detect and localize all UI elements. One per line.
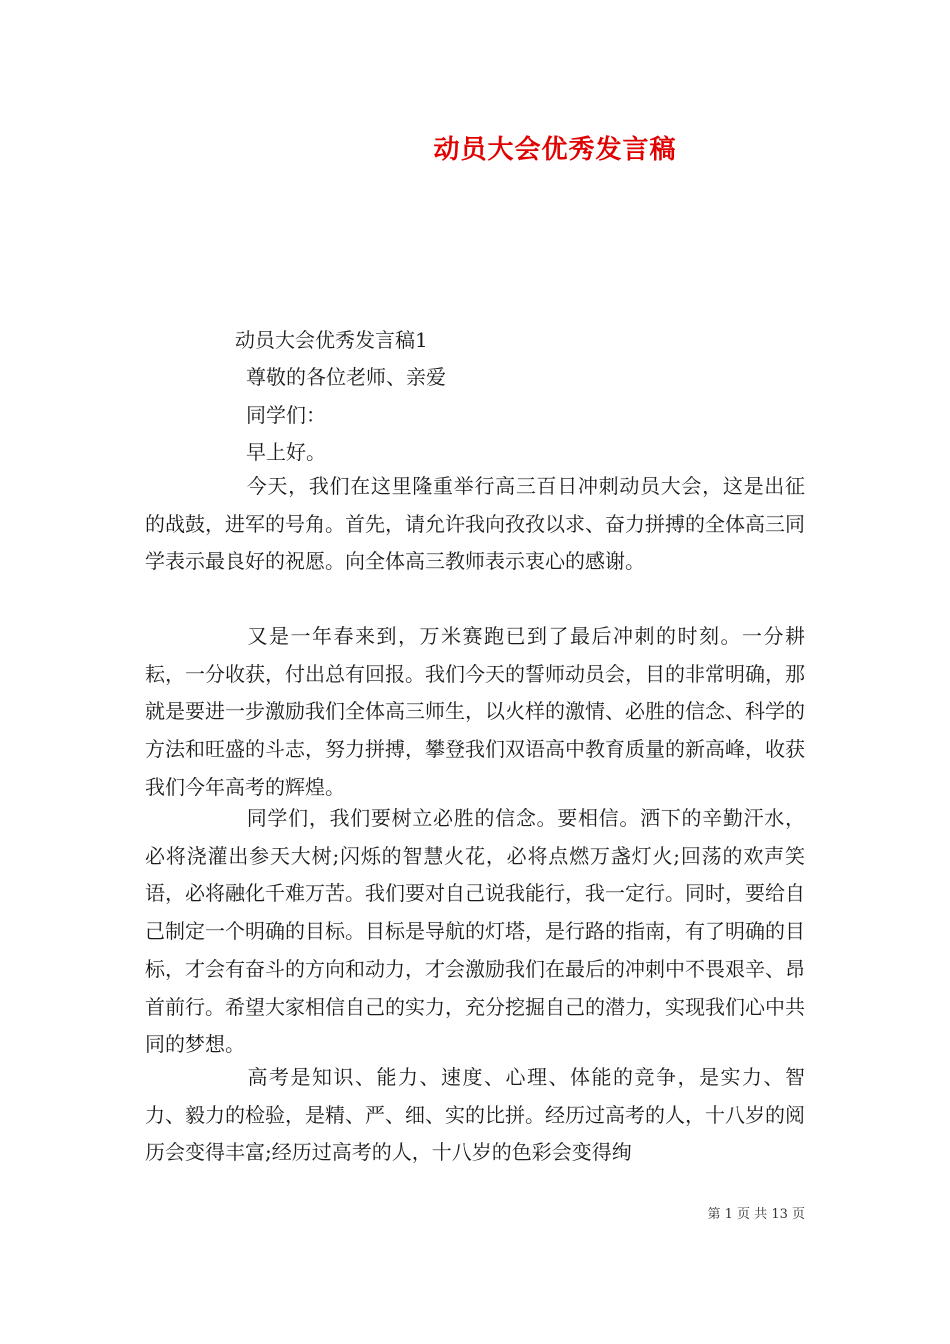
document-title: 动员大会优秀发言稿 bbox=[433, 135, 677, 165]
paragraph-text: 高考是知识、能力、速度、心理、体能的竞争，是实力、智力、毅力的检验，是精、严、细、实的比拼。经历过高考的人，十八岁的阅历会变得丰富;经历过高考的人，十八岁的色彩会变得绚 bbox=[145, 1065, 805, 1165]
salutation-line: 尊敬的各位老师、亲爱 bbox=[246, 365, 446, 389]
body-paragraph bbox=[145, 1059, 805, 1172]
section-subheading: 动员大会优秀发言稿1 bbox=[235, 328, 428, 352]
body-paragraph bbox=[145, 800, 805, 1064]
paragraph-text: 今天，我们在这里隆重举行高三百日冲刺动员大会，这是出征的战鼓，进军的号角。首先，请允许我向孜孜以求、奋力拼搏的全体高三同学表示最良好的祝愿。向全体高三教师表示衷心的感谢。 bbox=[145, 474, 805, 574]
salutation-line: 同学们： bbox=[246, 403, 326, 427]
body-paragraph bbox=[145, 618, 805, 807]
paragraph-text: 又是一年春来到，万米赛跑已到了最后冲刺的时刻。一分耕耘，一分收获，付出总有回报。我们今天的誓师动员会，目的非常明确，那就是要进一步激励我们全体高三师生，以火样的激情、必胜的信念、科学的方法和旺盛的斗志，努力拼搏，攀登我们双语高中教育质量的新高峰，收获我们今年高考的辉煌。 bbox=[145, 624, 805, 799]
greeting-line: 早上好。 bbox=[246, 440, 326, 464]
page-number-footer: 第 1 页 共 13 页 bbox=[707, 1207, 805, 1222]
paragraph-text: 同学们，我们要树立必胜的信念。要相信。洒下的辛勤汗水，必将浇灌出参天大树;闪烁的智慧火花，必将点燃万盏灯火;回荡的欢声笑语，必将融化千难万苦。我们要对自己说我能行，我一定行。同时，要给自己制定一个明确的目标。目标是导航的灯塔，是行路的指南，有了明确的目标，才会有奋斗的方向和动力，才会激励我们在最后的冲刺中不畏艰辛、昂首前行。希望大家相信自己的实力，充分挖掘自己的潜力，实现我们心中共同的梦想。 bbox=[145, 806, 805, 1057]
body-paragraph bbox=[145, 468, 805, 581]
